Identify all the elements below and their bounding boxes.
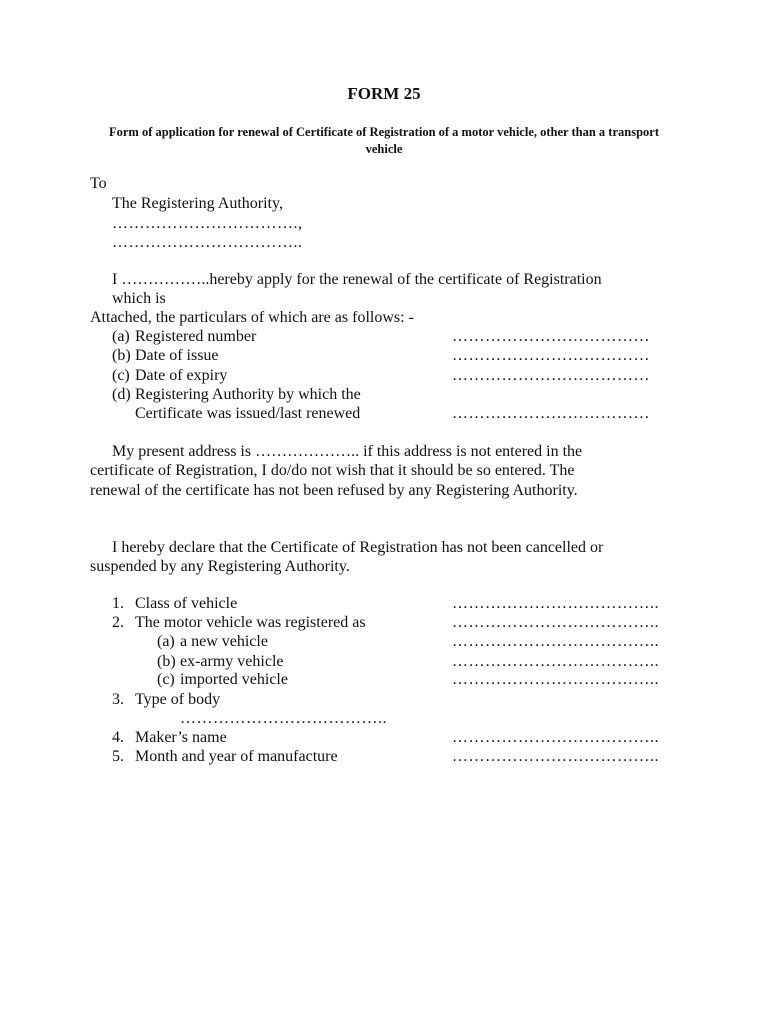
item-2c-label: (c)	[157, 671, 175, 688]
item-1-number: 1.	[112, 595, 124, 612]
item-1-field[interactable]: ………………………………..	[452, 595, 659, 612]
particular-b-text: Date of issue	[135, 347, 219, 364]
particular-a-field[interactable]: ………………………………	[452, 328, 650, 345]
item-2-field[interactable]: ………………………………..	[452, 614, 659, 631]
address-para-line-1: My present address is ……………….. if this address is not entered in the	[112, 443, 583, 460]
particular-d-label: (d)	[112, 386, 131, 403]
item-5-number: 5.	[112, 748, 124, 765]
form-title: FORM 25	[347, 84, 421, 103]
particular-b-label: (b)	[112, 347, 131, 364]
item-4-number: 4.	[112, 729, 124, 746]
authority-label: The Registering Authority,	[112, 195, 283, 212]
authority-address-line-2[interactable]: ……………………………..	[112, 234, 303, 251]
item-5-text: Month and year of manufacture	[135, 748, 338, 765]
particular-d-text-2: Certificate was issued/last renewed	[135, 405, 361, 422]
item-1-text: Class of vehicle	[135, 595, 238, 612]
particular-c-text: Date of expiry	[135, 367, 228, 384]
particular-c-field[interactable]: ………………………………	[452, 367, 650, 384]
particular-b-field[interactable]: ………………………………	[452, 347, 650, 364]
particular-a-label: (a)	[112, 328, 130, 345]
item-2b-text: ex-army vehicle	[180, 653, 284, 670]
item-5-field[interactable]: ………………………………..	[452, 748, 659, 765]
item-2-number: 2.	[112, 614, 124, 631]
particular-d-field[interactable]: ………………………………	[452, 405, 650, 422]
form-subtitle: Form of application for renewal of Certificate of Registration of a motor vehicle, other than a transport vehicle	[108, 125, 659, 156]
particular-c-label: (c)	[112, 367, 130, 384]
particular-d-text: Registering Authority by which the	[135, 386, 361, 403]
authority-address-line-1[interactable]: …………………………….,	[112, 215, 303, 232]
item-2-text: The motor vehicle was registered as	[135, 614, 366, 631]
item-2c-field[interactable]: ………………………………..	[452, 671, 659, 688]
item-4-field[interactable]: ………………………………..	[452, 729, 659, 746]
item-4-text: Maker’s name	[135, 729, 227, 746]
application-line-2: which is	[112, 290, 166, 307]
item-2a-label: (a)	[157, 633, 175, 650]
application-line-1: I ……………..hereby apply for the renewal of the certificate of Registration	[112, 271, 602, 288]
to-label: To	[90, 175, 107, 192]
item-2b-label: (b)	[157, 653, 176, 670]
item-2c-text: imported vehicle	[180, 671, 288, 688]
item-3-field[interactable]: ………………………………..	[180, 710, 387, 727]
item-2b-field[interactable]: ………………………………..	[452, 653, 659, 670]
declaration-line-2: suspended by any Registering Authority.	[90, 558, 350, 575]
declaration-line-1: I hereby declare that the Certificate of Registration has not been cancelled or	[112, 539, 604, 556]
item-3-number: 3.	[112, 691, 124, 708]
item-2a-field[interactable]: ………………………………..	[452, 633, 659, 650]
address-para-line-2: certificate of Registration, I do/do not wish that it should be so entered. The	[90, 462, 575, 479]
address-para-line-3: renewal of the certificate has not been refused by any Registering Authority.	[90, 482, 578, 499]
particular-a-text: Registered number	[135, 328, 257, 345]
application-line-3: Attached, the particulars of which are as follows: -	[90, 309, 414, 326]
item-2a-text: a new vehicle	[180, 633, 268, 650]
item-3-text: Type of body	[135, 691, 221, 708]
